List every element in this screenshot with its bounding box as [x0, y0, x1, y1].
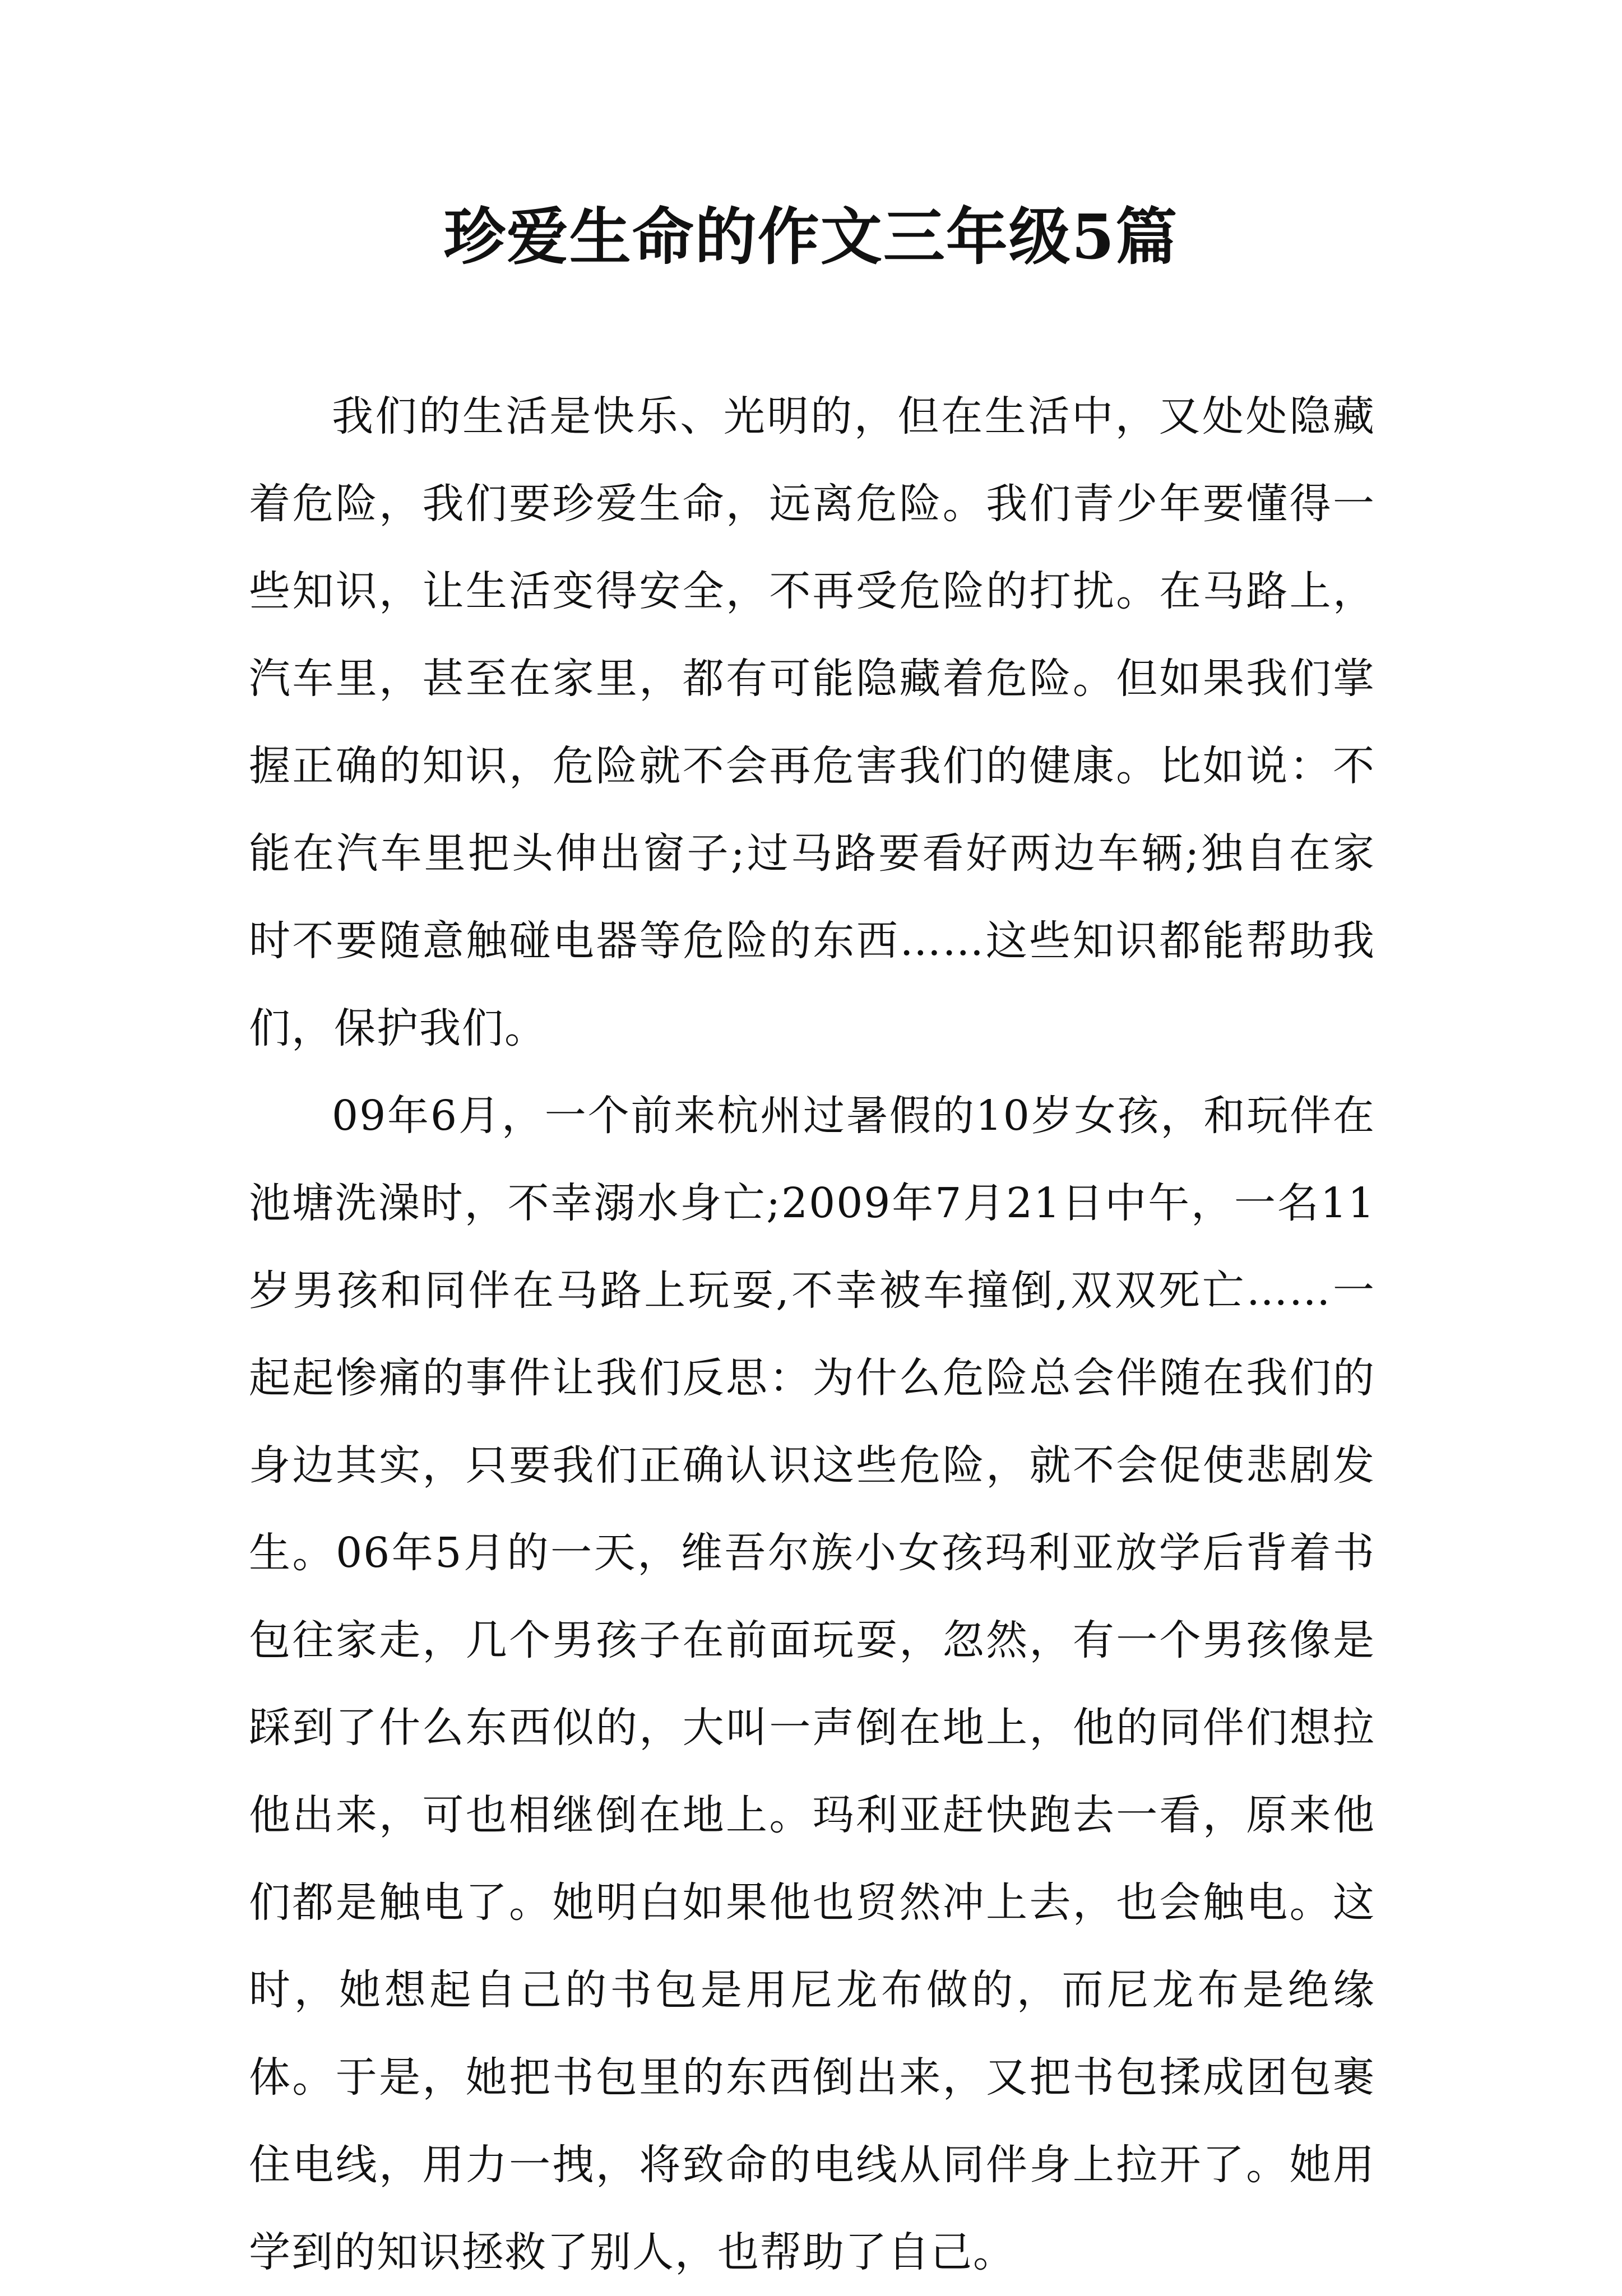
document-title: 珍爱生命的作文三年级5篇: [443, 201, 1179, 273]
paragraph-1: 我们的生活是快乐、光明的，但在生活中，又处处隐藏着危险，我们要珍爱生命，远离危险。我们青少年要懂得一些知识，让生活变得安全，不再受危险的打扰。在马路上，汽车里，甚至在家里，都有可能隐藏着危险。但如果我们掌握正确的知识，危险就不会再危害我们的健康。比如说：不能在汽车里把头伸出窗子;过马路要看好两边车辆;独自在家时不要随意触碰电器等危险的东西……这些知识都能帮助我们，保护我们。: [249, 392, 1375, 1052]
paragraph-2: 09年6月，一个前来杭州过暑假的10岁女孩，和玩伴在池塘洗澡时，不幸溺水身亡;2009年7月21日中午，一名11岁男孩和同伴在马路上玩耍,不幸被车撞倒,双双死亡……一起起惨痛的事件让我们反思：为什么危险总会伴随在我们的身边其实，只要我们正确认识这些危险，就不会促使悲剧发生。06年5月的一天，维吾尔族小女孩玛利亚放学后背着书包往家走，几个男孩子在前面玩耍，忽然，有一个男孩像是踩到了什么东西似的，大叫一声倒在地上，他的同伴们想拉他出来，可也相继倒在地上。玛利亚赶快跑去一看，原来他们都是触电了。她明白如果他也贸然冲上去，也会触电。这时，她想起自己的书包是用尼龙布做的，而尼龙布是绝缘体。于是，她把书包里的东西倒出来，又把书包揉成团包裹住电线，用力一拽，将致命的电线从同伴身上拉开了。她用学到的知识拯救了别人，也帮助了自己。: [249, 1092, 1375, 2276]
document-body: [249, 373, 1375, 2296]
